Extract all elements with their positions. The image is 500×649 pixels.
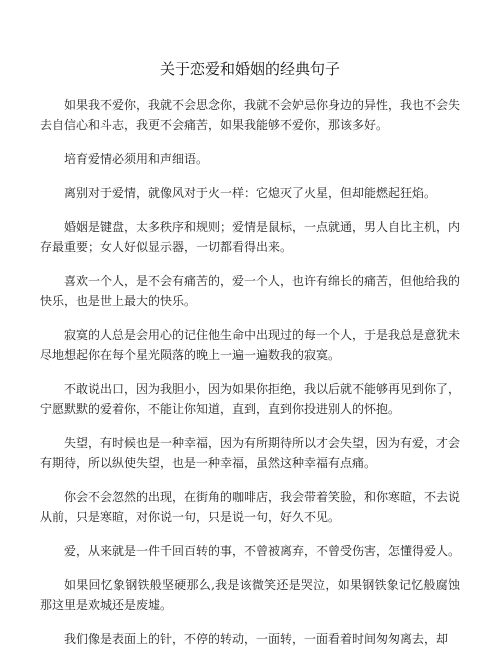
paragraph: 寂寞的人总是会用心的记住他生命中出现过的每一个人，于是我总是意犹未尽地想起你在每个星光陨落的晚上一遍一遍数我的寂寞。 [40,328,461,362]
paragraph: 培育爱情必须用和声细语。 [64,152,209,166]
paragraph: 喜欢一个人，是不会有痛苦的，爱一个人，也许有绵长的痛苦，但他给我的快乐，也是世上最大的快乐。 [40,274,461,308]
paragraph: 离别对于爱情，就像风对于火一样：它熄灭了火星，但却能燃起狂焰。 [64,186,437,200]
paragraph: 如果我不爱你，我就不会思念你，我就不会妒忌你身边的异性，我也不会失去自信心和斗志，我更不会痛苦，如果我能够不爱你，那该多好。 [40,98,461,132]
paragraph: 你会不会忽然的出现，在街角的咖啡店，我会带着笑脸，和你寒暄，不去说从前，只是寒暄，对你说一句，只是说一句，好久不见。 [40,490,461,524]
paragraph: 婚姻是键盘，太多秩序和规则；爱情是鼠标，一点就通，男人自比主机，内存最重要；女人好似显示器，一切都看得出来。 [40,220,461,254]
paragraph: 如果回忆象钢铁般坚硬那么,我是该微笑还是哭泣，如果钢铁象记忆般腐蚀那这里是欢城还是废墟。 [40,578,460,612]
paragraph: 我们像是表面上的针，不停的转动，一面转，一面看着时间匆匆离去，却 [64,632,449,646]
paragraph: 不敢说出口，因为我胆小，因为如果你拒绝，我以后就不能够再见到你了，宁愿默默的爱着你，不能让你知道，直到，直到你投进别人的怀抱。 [40,382,461,416]
page-title: 关于恋爱和婚姻的经典句子 [159,60,340,78]
paragraph: 失望，有时候也是一种幸福，因为有所期待所以才会失望，因为有爱，才会有期待，所以纵使失望，也是一种幸福，虽然这种幸福有点痛。 [40,436,461,470]
paragraph: 爱，从来就是一件千回百转的事，不曾被离弃，不曾受伤害，怎懂得爱人。 [64,544,461,558]
